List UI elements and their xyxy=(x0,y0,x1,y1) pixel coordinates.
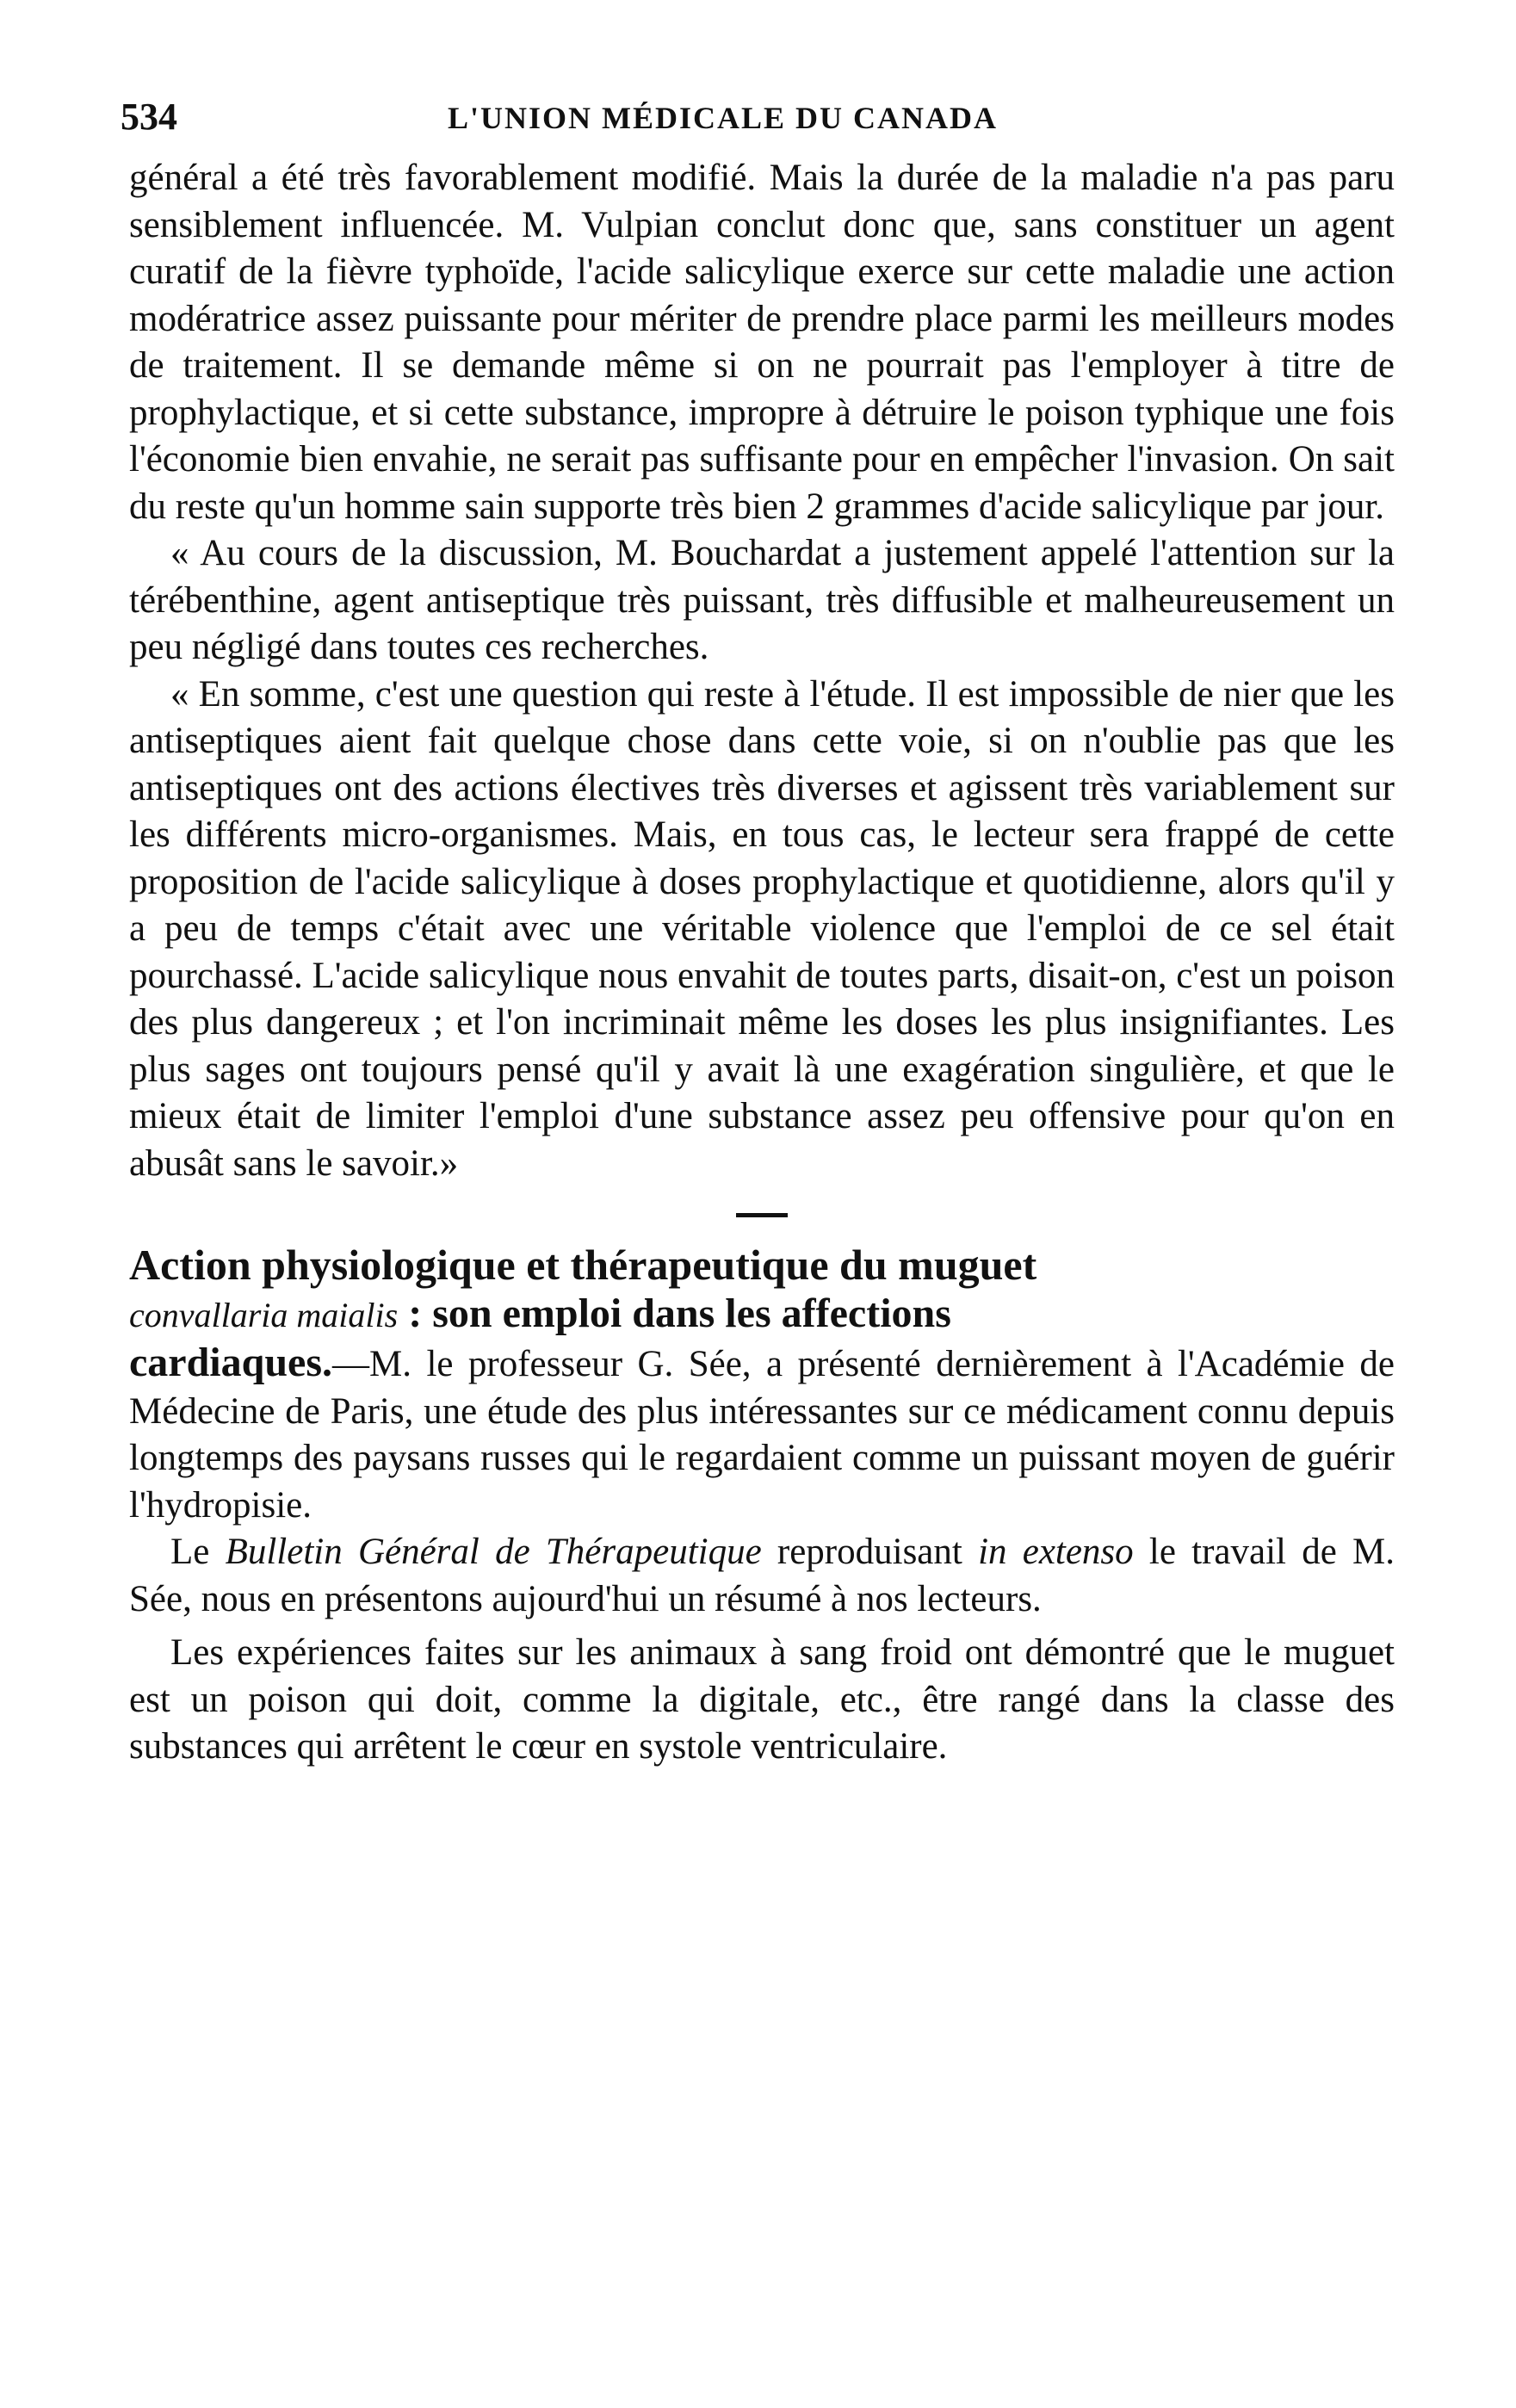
p5-lead: Le xyxy=(170,1532,226,1572)
page-header xyxy=(121,95,1395,155)
running-title: L'UNION MÉDICALE DU CANADA xyxy=(448,101,999,135)
section-intro-text: —M. le professeur G. Sée, a présenté dernièrement à l'Académie de Médecine de Paris, une étude des plus intéressantes sur ce médicament connu depuis longtemps des paysans russes qui le regardaient comme un puissant moyen de guérir l'hydropisie. xyxy=(129,1344,1395,1526)
section-title-part-3: cardiaques. xyxy=(129,1340,333,1385)
page-number: 534 xyxy=(121,96,177,138)
section-divider xyxy=(736,1213,788,1217)
paragraph-6: Les expériences faites sur les animaux à sang froid ont démontré que le muguet est un poison qui doit, comme la digitale, etc., être rangé dans la classe des substances qui arrêtent le cœur en systole ventriculaire. xyxy=(129,1632,1395,1767)
section-title-continued xyxy=(129,1290,1395,1340)
spacer xyxy=(129,1623,1395,1630)
p5-tail: le travail de M. Sée, nous en présentons aujourd'hui un résumé à nos lecteurs. xyxy=(129,1532,1395,1619)
p5-in-extenso: in extenso xyxy=(978,1532,1134,1572)
section-title-italic: convallaria maialis xyxy=(129,1296,399,1334)
page xyxy=(121,95,1395,1771)
section-title-part-1: Action physiologique et thérapeutique du muguet xyxy=(129,1241,1037,1289)
p5-mid: reproduisant xyxy=(761,1532,979,1572)
section-intro xyxy=(129,1340,1395,1529)
section-title-part-2: : son emploi dans les affections xyxy=(398,1291,951,1336)
paragraph-3: « En somme, c'est une question qui reste à l'étude. Il est impossible de nier que les antiseptiques aient fait quelque chose dans cette voie, si on n'oublie pas que les antiseptiques ont des actions électives très diverses et agissent très variablement sur les différents micro-organismes. Mais, en tous cas, le lecteur sera frappé de cette proposition de l'acide salicylique à doses prophylactique et quotidienne, alors qu'il y a peu de temps c'était avec une véritable violence que l'emploi de ce sel était pourchassé. L'acide salicylique nous envahit de toutes parts, disait-on, c'est un poison des plus dangereux ; et l'on incriminait même les doses les plus insignifiantes. Les plus sages ont toujours pensé qu'il y avait là une exagération singulière, et que le mieux était de limiter l'emploi d'une substance assez peu offensive pour qu'on en abusât sans le savoir.» xyxy=(129,673,1395,1184)
paragraph-5 xyxy=(129,1529,1395,1623)
paragraph-2: « Au cours de la discussion, M. Bouchardat a justement appelé l'attention sur la térébenthine, agent antiseptique très puissant, très diffusible et malheureusement un peu négligé dans toutes ces recherches. xyxy=(129,533,1395,667)
paragraph-1: général a été très favorablement modifié. Mais la durée de la maladie n'a pas paru sensiblement influencée. M. Vulpian conclut donc que, sans constituer un agent curatif de la fièvre typhoïde, l'acide salicylique exerce sur cette maladie une action modératrice assez puissante pour mériter de prendre place parmi les meilleurs modes de traitement. Il se demande même si on ne pourrait pas l'employer à titre de prophylactique, et si cette substance, impropre à détruire le poison typhique une fois l'économie bien envahie, ne serait pas suffisante pour en empêcher l'invasion. On sait du reste qu'un homme sain supporte très bien 2 grammes d'acide salicylique par jour. xyxy=(129,158,1395,527)
p5-journal-title: Bulletin Général de Thérapeutique xyxy=(225,1532,762,1572)
section-heading-block xyxy=(129,1240,1395,1529)
